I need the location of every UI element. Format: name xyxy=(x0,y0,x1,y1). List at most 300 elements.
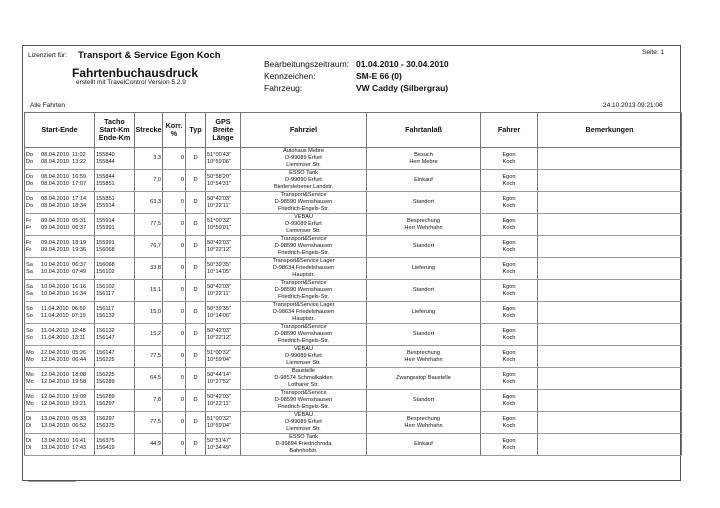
datetime: 13.04.2010 17:43 xyxy=(41,444,87,451)
driver-first: Egon xyxy=(502,217,516,224)
cell-start-end xyxy=(25,258,95,280)
cell-fahrer xyxy=(481,192,538,214)
cell-strecke xyxy=(135,258,163,280)
gps-lat: 51°00'43" xyxy=(207,151,231,158)
cell-bemerkungen xyxy=(538,148,682,170)
datetime: 13.04.2010 16:41 xyxy=(41,437,87,444)
destination-name: Autohaus Mebre xyxy=(282,148,325,155)
tacho-end: 156289 xyxy=(96,378,115,385)
cell-anlass xyxy=(367,280,481,302)
trip-table xyxy=(24,112,682,456)
cell-strecke xyxy=(135,434,163,456)
cell-gps xyxy=(206,412,241,434)
datetime: 11.04.2010 12:48 xyxy=(41,327,86,334)
driver-last: Koch xyxy=(502,224,516,231)
cell-fahrziel xyxy=(241,412,367,434)
weekday: Do xyxy=(26,151,34,158)
trip-reason: Standort xyxy=(412,199,435,206)
datetime: 11.04.2010 13:11 xyxy=(41,334,86,341)
weekday: Mo xyxy=(26,349,34,356)
cell-strecke xyxy=(135,148,163,170)
cell-start-end xyxy=(25,236,95,258)
table-row xyxy=(25,148,682,170)
cell-start-end xyxy=(25,324,95,346)
cell-tacho xyxy=(95,324,135,346)
trip-reason: Einkauf xyxy=(414,441,433,448)
driver-first: Egon xyxy=(502,437,516,444)
tacho-end: 156068 xyxy=(96,246,115,253)
cell-anlass xyxy=(367,368,481,390)
destination-street: Hauptstr. xyxy=(292,315,315,322)
strecke-value: 63,3 xyxy=(150,199,161,206)
cell-gps xyxy=(206,346,241,368)
driver-last: Koch xyxy=(502,400,516,407)
datetime: 12.04.2010 19:21 xyxy=(41,400,87,407)
datetime: 12.04.2010 06:44 xyxy=(41,356,87,363)
table-row xyxy=(25,258,682,280)
cell-fahrer xyxy=(481,324,538,346)
tacho-start: 156102 xyxy=(96,283,115,290)
strecke-value: 15,2 xyxy=(150,331,161,338)
driver-last: Koch xyxy=(502,180,516,187)
destination-city: D-98590 Wernshausen xyxy=(274,243,333,250)
cell-fahrziel xyxy=(241,346,367,368)
weekday: Mo xyxy=(26,371,34,378)
datetime: 10.04.2010 16:16 xyxy=(41,283,87,290)
destination-city: D-98590 Wernshausen xyxy=(274,331,333,338)
destination-street: Liemmser Str. xyxy=(286,359,321,366)
gps-lat: 50°42'03" xyxy=(207,195,231,202)
strecke-value: 76,7 xyxy=(150,243,161,250)
cell-strecke xyxy=(135,214,163,236)
destination-city: D-98634 Friedelshausen xyxy=(272,265,335,272)
driver-last: Koch xyxy=(502,356,516,363)
gps-lon: 10°22'12" xyxy=(207,246,231,253)
datetime: 08.04.2010 16:59 xyxy=(41,173,87,180)
cell-fahrziel xyxy=(241,324,367,346)
tacho-end: 156297 xyxy=(96,400,115,407)
driver-last: Koch xyxy=(502,378,516,385)
korr-value: 0 xyxy=(180,353,184,360)
cell-strecke xyxy=(135,346,163,368)
tacho-end: 156225 xyxy=(96,356,115,363)
trip-contact: Herr Wehrhahn xyxy=(404,422,443,429)
cell-start-end xyxy=(25,434,95,456)
col-fahrziel: Fahrziel xyxy=(241,113,367,148)
col-typ: Typ xyxy=(186,113,206,148)
table-row xyxy=(25,368,682,390)
cell-bemerkungen xyxy=(538,412,682,434)
company-name: Transport & Service Egon Koch xyxy=(78,50,221,61)
weekday: Fr xyxy=(26,217,32,224)
tacho-end: 156117 xyxy=(96,290,115,297)
weekday: Sa xyxy=(26,283,33,290)
cell-gps xyxy=(206,192,241,214)
gps-lon: 10°14'06" xyxy=(207,312,231,319)
gps-lat: 50°39'35" xyxy=(207,261,231,268)
destination-street: Friedrich-Engels-Str. xyxy=(278,337,329,344)
destination-street: Lotharer Str. xyxy=(288,381,319,388)
cell-anlass xyxy=(367,434,481,456)
destination-name: Transport&Service Lager xyxy=(272,302,335,309)
cell-tacho xyxy=(95,192,135,214)
tacho-start: 155851 xyxy=(96,195,115,202)
plate-row xyxy=(264,71,402,81)
cell-typ xyxy=(186,148,206,170)
cell-strecke xyxy=(135,280,163,302)
cell-start-end xyxy=(25,390,95,412)
trip-contact: Herr Mebre xyxy=(409,158,438,165)
typ-value: D xyxy=(193,441,198,448)
gps-lat: 51°00'32" xyxy=(207,217,231,224)
page-number: Seite: 1 xyxy=(642,49,665,56)
cell-fahrziel xyxy=(241,236,367,258)
cell-bemerkungen xyxy=(538,214,682,236)
table-row xyxy=(25,346,682,368)
gps-lat: 50°42'03" xyxy=(207,327,231,334)
weekday: Fr xyxy=(26,246,32,253)
tacho-start: 156147 xyxy=(96,349,115,356)
cell-typ xyxy=(186,192,206,214)
weekday: So xyxy=(26,327,33,334)
trip-reason: Besprechung xyxy=(407,415,440,422)
typ-value: D xyxy=(193,419,198,426)
weekday: Do xyxy=(26,158,34,165)
cell-tacho xyxy=(95,390,135,412)
cell-strecke xyxy=(135,390,163,412)
col-korr: Korr. % xyxy=(163,113,186,148)
cell-korr xyxy=(163,170,186,192)
cell-typ xyxy=(186,390,206,412)
cell-fahrziel xyxy=(241,214,367,236)
table-row xyxy=(25,302,682,324)
cell-anlass xyxy=(367,148,481,170)
datetime: 08.04.2010 17:14 xyxy=(41,195,87,202)
tacho-start: 156289 xyxy=(96,393,115,400)
software-version: erstellt mit TravelControl Version 5.2.9 xyxy=(76,79,186,86)
cell-fahrer xyxy=(481,258,538,280)
weekday: Do xyxy=(26,173,34,180)
driver-last: Koch xyxy=(502,268,516,275)
destination-city: D-98590 Wernshausen xyxy=(274,287,333,294)
cell-gps xyxy=(206,368,241,390)
cell-korr xyxy=(163,302,186,324)
tacho-start: 156132 xyxy=(96,327,115,334)
driver-first: Egon xyxy=(502,371,516,378)
plate-value: SM-E 66 (0) xyxy=(356,71,402,81)
weekday: Sa xyxy=(26,261,33,268)
weekday: Mo xyxy=(26,393,34,400)
gps-lon: 10°54'31" xyxy=(207,180,231,187)
table-row xyxy=(25,170,682,192)
cell-fahrziel xyxy=(241,258,367,280)
trip-reason: Besprechung xyxy=(407,217,440,224)
gps-lat: 50°39'35" xyxy=(207,305,231,312)
plate-label: Kennzeichen: xyxy=(264,71,316,81)
weekday: Do xyxy=(26,180,34,187)
tacho-end: 156419 xyxy=(96,444,115,451)
tacho-start: 155840 xyxy=(96,151,115,158)
driver-last: Koch xyxy=(502,334,516,341)
destination-street: Friedrich-Engels-Str. xyxy=(278,249,329,256)
strecke-value: 15,0 xyxy=(150,309,161,316)
cell-gps xyxy=(206,390,241,412)
destination-name: VEBAU xyxy=(294,412,313,419)
destination-street: Friedrich-Engels-Str. xyxy=(278,205,329,212)
tacho-start: 155914 xyxy=(96,217,115,224)
col-fahrer: Fahrer xyxy=(481,113,538,148)
cell-start-end xyxy=(25,170,95,192)
gps-lon: 10°59'01" xyxy=(207,224,231,231)
datetime: 11.04.2010 07:19 xyxy=(41,312,86,319)
tacho-end: 155991 xyxy=(96,224,115,231)
cell-typ xyxy=(186,236,206,258)
trip-contact: Herr Wehrhahn xyxy=(404,224,443,231)
page-cut-line xyxy=(28,481,76,482)
datetime: 09.04.2010 06:37 xyxy=(41,224,87,231)
driver-first: Egon xyxy=(502,349,516,356)
table-row xyxy=(25,214,682,236)
korr-value: 0 xyxy=(180,155,184,162)
cell-strecke xyxy=(135,302,163,324)
cell-fahrer xyxy=(481,412,538,434)
korr-value: 0 xyxy=(180,331,184,338)
destination-city: D-98634 Friedelshausen xyxy=(272,309,335,316)
korr-value: 0 xyxy=(180,287,184,294)
gps-lat: 50°58'20" xyxy=(207,173,231,180)
destination-city: D-99089 Erfurt xyxy=(285,419,322,426)
cell-fahrer xyxy=(481,236,538,258)
tacho-start: 156117 xyxy=(96,305,115,312)
cell-fahrer xyxy=(481,434,538,456)
col-anlass: Fahrtanlaß xyxy=(367,113,481,148)
tacho-start: 156375 xyxy=(96,437,115,444)
cell-bemerkungen xyxy=(538,192,682,214)
tacho-end: 156147 xyxy=(96,334,115,341)
gps-lon: 10°27'52" xyxy=(207,378,231,385)
cell-anlass xyxy=(367,192,481,214)
cell-gps xyxy=(206,302,241,324)
cell-bemerkungen xyxy=(538,258,682,280)
strecke-value: 15,1 xyxy=(150,287,161,294)
cell-fahrer xyxy=(481,170,538,192)
datetime: 12.04.2010 18:08 xyxy=(41,371,87,378)
destination-name: ESSO Tank xyxy=(289,170,318,177)
trip-reason: Lieferung xyxy=(411,265,436,272)
gps-lon: 10°22'11" xyxy=(207,290,231,297)
gps-lon: 10°59'06" xyxy=(207,158,231,165)
weekday: Di xyxy=(26,422,32,429)
cell-korr xyxy=(163,280,186,302)
table-row xyxy=(25,434,682,456)
cell-tacho xyxy=(95,346,135,368)
gps-lat: 51°00'32" xyxy=(207,415,231,422)
cell-fahrziel xyxy=(241,368,367,390)
cell-fahrziel xyxy=(241,434,367,456)
col-gps: GPS Breite Länge xyxy=(206,113,241,148)
cell-korr xyxy=(163,214,186,236)
table-header-row xyxy=(25,113,682,148)
cell-korr xyxy=(163,148,186,170)
datetime: 09.04.2010 19:36 xyxy=(41,246,87,253)
weekday: Mo xyxy=(26,356,34,363)
cell-start-end xyxy=(25,192,95,214)
cell-typ xyxy=(186,368,206,390)
cell-korr xyxy=(163,390,186,412)
korr-value: 0 xyxy=(180,221,184,228)
cell-strecke xyxy=(135,412,163,434)
gps-lon: 10°59'04" xyxy=(207,356,231,363)
korr-value: 0 xyxy=(180,419,184,426)
cell-fahrer xyxy=(481,302,538,324)
datetime: 12.04.2010 19:58 xyxy=(41,378,87,385)
datetime: 09.04.2010 18:19 xyxy=(41,239,87,246)
destination-street: Biederslebener Landstr. xyxy=(273,183,334,190)
trip-reason: Standort xyxy=(412,243,435,250)
datetime: 08.04.2010 13:22 xyxy=(41,158,87,165)
korr-value: 0 xyxy=(180,375,184,382)
destination-city: D-98574 Schmalkalden xyxy=(274,375,333,382)
cell-bemerkungen xyxy=(538,346,682,368)
tacho-start: 155844 xyxy=(96,173,115,180)
gps-lon: 10°22'11" xyxy=(207,202,231,209)
cell-korr xyxy=(163,258,186,280)
cell-anlass xyxy=(367,390,481,412)
strecke-value: 3,3 xyxy=(153,155,161,162)
cell-typ xyxy=(186,170,206,192)
strecke-value: 7,0 xyxy=(153,177,161,184)
cell-korr xyxy=(163,412,186,434)
table-row xyxy=(25,324,682,346)
cell-start-end xyxy=(25,148,95,170)
typ-value: D xyxy=(193,177,198,184)
weekday: Mo xyxy=(26,400,34,407)
cell-fahrer xyxy=(481,214,538,236)
typ-value: D xyxy=(193,243,198,250)
cell-korr xyxy=(163,434,186,456)
destination-name: Transport&Service xyxy=(280,192,327,199)
table-row xyxy=(25,390,682,412)
destination-name: VEBAU xyxy=(294,346,313,353)
trip-reason: Lieferung xyxy=(411,309,436,316)
tacho-end: 155851 xyxy=(96,180,115,187)
korr-value: 0 xyxy=(180,265,184,272)
destination-street: Friedrich-Engels-Str. xyxy=(278,403,329,410)
col-bemerkungen: Bemerkungen xyxy=(538,113,682,148)
weekday: Di xyxy=(26,415,32,422)
driver-first: Egon xyxy=(502,261,516,268)
typ-value: D xyxy=(193,397,198,404)
cell-anlass xyxy=(367,412,481,434)
typ-value: D xyxy=(193,199,198,206)
typ-value: D xyxy=(193,287,198,294)
cell-fahrziel xyxy=(241,170,367,192)
weekday: Di xyxy=(26,444,32,451)
destination-name: VEBAU xyxy=(294,214,313,221)
cell-korr xyxy=(163,324,186,346)
cell-typ xyxy=(186,280,206,302)
destination-city: D-99089 Erfurt xyxy=(285,221,322,228)
destination-name: ESSO Tank xyxy=(289,434,318,441)
typ-value: D xyxy=(193,353,198,360)
weekday: Fr xyxy=(26,224,32,231)
cell-start-end xyxy=(25,346,95,368)
cell-anlass xyxy=(367,236,481,258)
tacho-end: 155844 xyxy=(96,158,115,165)
tacho-end: 155914 xyxy=(96,202,115,209)
korr-value: 0 xyxy=(180,309,184,316)
cell-tacho xyxy=(95,434,135,456)
destination-name: Transport&Service xyxy=(280,324,327,331)
cell-korr xyxy=(163,368,186,390)
typ-value: D xyxy=(193,155,198,162)
table-row xyxy=(25,236,682,258)
destination-city: D-99089 Erfurt xyxy=(285,353,322,360)
cell-fahrer xyxy=(481,148,538,170)
driver-last: Koch xyxy=(502,246,516,253)
datetime: 09.04.2010 05:31 xyxy=(41,217,87,224)
datetime: 13.04.2010 05:33 xyxy=(41,415,87,422)
cell-korr xyxy=(163,192,186,214)
cell-start-end xyxy=(25,280,95,302)
cell-bemerkungen xyxy=(538,280,682,302)
gps-lon: 10°59'04" xyxy=(207,422,231,429)
trip-table-wrapper xyxy=(24,112,681,456)
weekday: Di xyxy=(26,437,32,444)
datetime: 13.04.2010 06:52 xyxy=(41,422,87,429)
typ-value: D xyxy=(193,265,198,272)
destination-city: D-99090 Erfurt xyxy=(285,177,322,184)
report-title: Fahrtenbuchausdruck xyxy=(72,66,199,80)
cell-start-end xyxy=(25,214,95,236)
cell-bemerkungen xyxy=(538,170,682,192)
gps-lat: 50°42'03" xyxy=(207,239,231,246)
cell-tacho xyxy=(95,368,135,390)
cell-typ xyxy=(186,214,206,236)
cell-strecke xyxy=(135,324,163,346)
driver-first: Egon xyxy=(502,305,516,312)
trip-reason: Besuch xyxy=(414,151,433,158)
driver-first: Egon xyxy=(502,195,516,202)
driver-last: Koch xyxy=(502,312,516,319)
strecke-value: 77,5 xyxy=(150,221,161,228)
strecke-value: 44,9 xyxy=(150,441,161,448)
datetime: 12.04.2010 05:26 xyxy=(41,349,87,356)
gps-lat: 50°42'03" xyxy=(207,283,231,290)
tacho-end: 156132 xyxy=(96,312,115,319)
driver-first: Egon xyxy=(502,393,516,400)
trip-reason: Besprechung xyxy=(407,349,440,356)
tacho-end: 156375 xyxy=(96,422,115,429)
cell-gps xyxy=(206,214,241,236)
destination-name: Transport&Service xyxy=(280,390,327,397)
gps-lat: 50°51'47" xyxy=(207,437,231,444)
period-value: 01.04.2010 - 30.04.2010 xyxy=(356,59,449,69)
cell-fahrziel xyxy=(241,280,367,302)
weekday: So xyxy=(26,312,33,319)
weekday: Sa xyxy=(26,268,33,275)
trip-reason: Einkauf xyxy=(414,177,433,184)
cell-anlass xyxy=(367,302,481,324)
strecke-value: 64,5 xyxy=(150,375,161,382)
weekday: Do xyxy=(26,202,34,209)
destination-city: D-99089 Erfurt xyxy=(285,155,322,162)
cell-gps xyxy=(206,434,241,456)
driver-last: Koch xyxy=(502,158,516,165)
datetime: 08.04.2010 11:02 xyxy=(41,151,86,158)
typ-value: D xyxy=(193,309,198,316)
print-date: 24.10.2013 09:21:06 xyxy=(603,102,663,109)
